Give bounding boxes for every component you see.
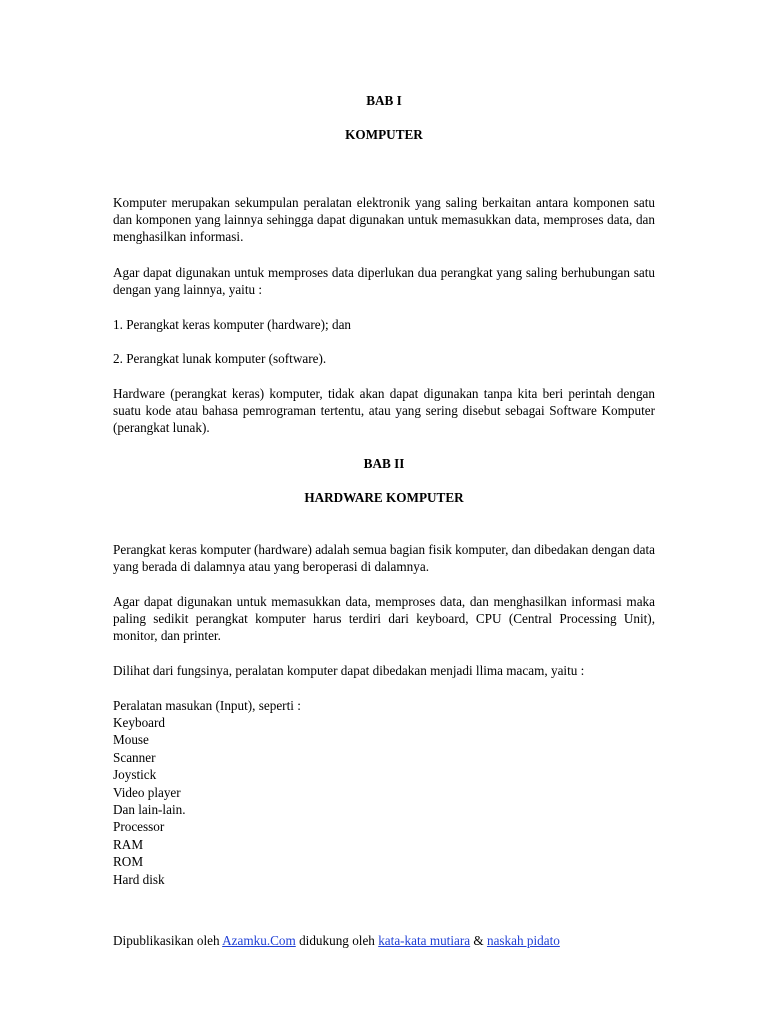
chapter-1-list-item-1: 1. Perangkat keras komputer (hardware); dan (113, 317, 352, 332)
chapter-1-paragraph-2: Agar dapat digunakan untuk memproses data diperlukan dua perangkat yang saling berhubungan satu dengan yang lainnya, yaitu : (113, 265, 655, 298)
list-item: ROM (113, 854, 144, 870)
naskah-pidato-link[interactable]: naskah pidato (486, 933, 560, 948)
chapter-1-title: KOMPUTER (345, 127, 423, 142)
chapter-2-paragraph-1: Perangkat keras komputer (hardware) adalah semua bagian fisik komputer, dan dibedakan dengan data yang berada di dalamnya atau yang beroperasi di dalamnya. (113, 542, 655, 575)
footer-ampersand: & (470, 933, 487, 948)
kata-kata-mutiara-link[interactable]: kata-kata mutiara (378, 933, 471, 948)
list-item: Joystick (113, 767, 157, 783)
footer-prefix: Dipublikasikan oleh (113, 933, 223, 948)
list-item: Processor (113, 819, 165, 835)
footer-middle: didukung oleh (295, 933, 379, 948)
list-item: Dan lain-lain. (113, 801, 186, 817)
publisher-footer (113, 932, 713, 949)
chapter-2-paragraph-2: Agar dapat digunakan untuk memasukkan data, memproses data, dan menghasilkan informasi maka paling sedikit perangkat komputer harus terdiri dari keyboard, CPU (Central Processing Unit), monitor, dan printer. (113, 594, 655, 644)
chapter-2-paragraph-3: Dilihat dari fungsinya, peralatan komputer dapat dibedakan menjadi llima macam, yaitu : (113, 663, 585, 678)
chapter-2-title: HARDWARE KOMPUTER (304, 490, 464, 505)
chapter-1-list-item-2: 2. Perangkat lunak komputer (software). (113, 351, 327, 366)
list-item: Keyboard (113, 715, 165, 730)
device-list (113, 714, 655, 888)
input-devices-intro: Peralatan masukan (Input), seperti : (113, 698, 301, 713)
chapter-1-paragraph-3: Hardware (perangkat keras) komputer, tidak akan dapat digunakan tanpa kita beri perintah dengan suatu kode atau bahasa pemrograman tertentu, atau yang sering disebut sebagai Software Komputer (perangkat lunak). (113, 386, 655, 436)
list-item: Video player (113, 784, 181, 800)
azamku-link[interactable]: Azamku.Com (222, 933, 296, 948)
list-item: Hard disk (113, 871, 165, 887)
list-item: Mouse (113, 732, 149, 748)
chapter-1-paragraph-1: Komputer merupakan sekumpulan peralatan elektronik yang saling berkaitan antara komponen satu dan komponen yang lainnya sehingga dapat digunakan untuk memasukkan data, memproses data, dan menghasilkan informasi. (113, 195, 655, 245)
chapter-2-label: BAB II (363, 456, 405, 471)
chapter-1-label: BAB I (366, 93, 402, 108)
list-item: Scanner (113, 749, 156, 765)
list-item: RAM (113, 836, 144, 852)
